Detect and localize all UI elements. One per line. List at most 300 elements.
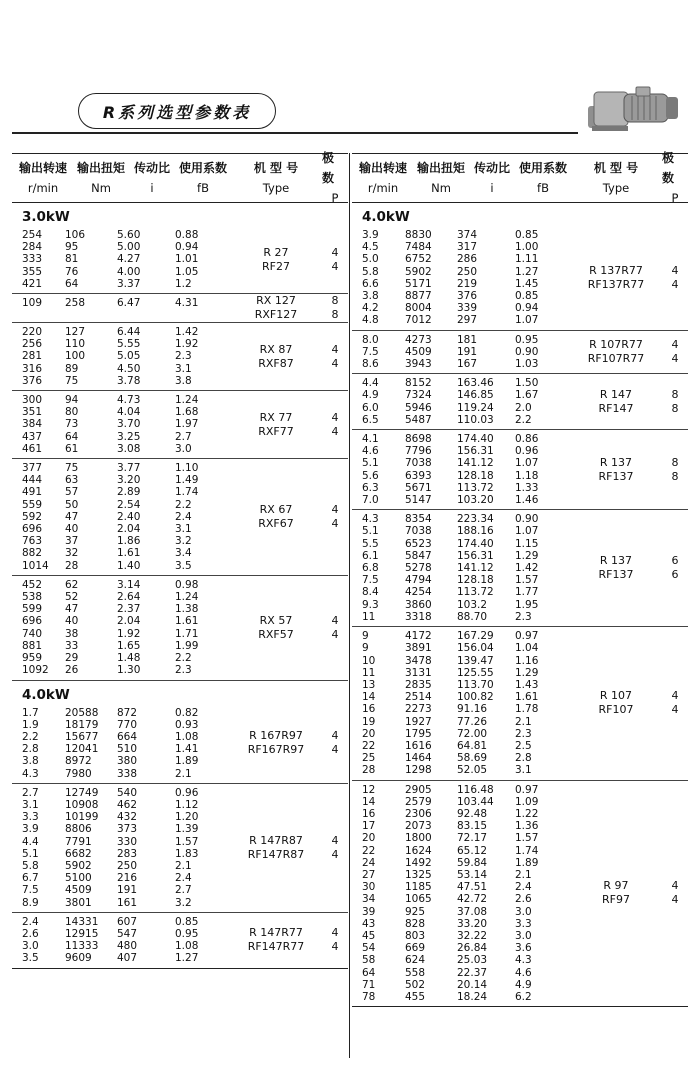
model-type-line (230, 729, 348, 743)
table-row (12, 350, 230, 362)
model-type-cell (230, 704, 348, 783)
pole-count: 4 (331, 940, 339, 954)
ratio: 330 (117, 835, 138, 848)
ratio: 92.48 (457, 807, 488, 820)
header-label: 极 数 (662, 151, 675, 185)
output-torque: 6393 (405, 469, 432, 482)
table-row (352, 550, 570, 562)
table-row (352, 630, 570, 642)
output-torque: 12749 (65, 786, 99, 799)
table-row (352, 402, 570, 414)
pole-count: 8 (671, 387, 679, 401)
output-speed: 7.5 (362, 345, 379, 358)
spec-rows (12, 576, 230, 680)
service-factor: 1.38 (175, 603, 199, 616)
header-cell (570, 154, 662, 202)
model-type-line (570, 703, 688, 717)
output-speed: 5.8 (362, 265, 379, 278)
ratio: 283 (117, 847, 138, 860)
service-factor: 1.18 (515, 469, 539, 482)
model-group (352, 331, 688, 375)
pole-count: 4 (671, 689, 679, 703)
ratio: 5.05 (117, 350, 141, 363)
service-factor: 3.4 (175, 547, 192, 560)
service-factor: 0.85 (175, 915, 199, 928)
table-row (352, 433, 570, 445)
pole-count: 4 (331, 410, 339, 424)
output-speed: 254 (22, 229, 43, 241)
output-torque: 57 (65, 486, 79, 499)
model-type-line (230, 926, 348, 940)
table-row (12, 884, 230, 896)
table-row (352, 679, 570, 691)
model-type-line (230, 260, 348, 274)
ratio: 128.18 (457, 574, 494, 587)
model-group (12, 784, 348, 913)
table-row (352, 358, 570, 370)
ratio: 156.31 (457, 549, 494, 562)
output-speed: 17 (362, 820, 376, 833)
service-factor: 2.2 (175, 652, 192, 665)
model-type-line (570, 278, 688, 292)
output-speed: 882 (22, 547, 43, 560)
output-speed: 377 (22, 462, 43, 475)
pole-count: 4 (331, 356, 339, 370)
table-row (12, 229, 230, 241)
table-row (12, 664, 230, 676)
table-row (352, 513, 570, 525)
model-type-list (570, 879, 688, 907)
service-factor: 0.95 (175, 927, 199, 940)
column-divider (349, 153, 350, 1058)
output-torque: 38 (65, 627, 79, 640)
output-speed: 7.0 (362, 494, 379, 507)
output-torque: 7324 (405, 389, 432, 402)
service-factor: 2.3 (515, 610, 532, 623)
output-torque: 502 (405, 978, 426, 991)
service-factor: 3.1 (175, 523, 192, 536)
model-type-line (570, 689, 688, 703)
model-type: RF137 (598, 469, 634, 483)
output-speed: 8.9 (22, 896, 39, 909)
service-factor: 1.29 (515, 666, 539, 679)
header-label: 输出转速 (358, 161, 407, 175)
model-type-cell (570, 510, 688, 626)
table-row (352, 832, 570, 844)
pole-count: 8 (671, 469, 679, 483)
model-type-cell (230, 323, 348, 390)
service-factor: 2.0 (515, 401, 532, 414)
output-torque: 1298 (405, 764, 432, 777)
output-torque: 26 (65, 664, 79, 677)
model-type: RXF67 (258, 516, 294, 530)
table-row (12, 628, 230, 640)
output-speed: 220 (22, 326, 43, 339)
service-factor: 1.24 (175, 394, 199, 407)
ratio: 1.30 (117, 664, 141, 677)
model-type: RF27 (262, 259, 290, 273)
output-torque: 1464 (405, 752, 432, 765)
service-factor: 0.90 (515, 345, 539, 358)
output-torque: 3131 (405, 666, 432, 679)
output-speed: 256 (22, 338, 43, 351)
table-row (352, 278, 570, 290)
output-torque: 1927 (405, 715, 432, 728)
table-row (352, 642, 570, 654)
output-torque: 1616 (405, 739, 432, 752)
output-speed: 20 (362, 727, 376, 740)
model-type: RXF87 (258, 356, 294, 370)
service-factor: 1.78 (515, 703, 539, 716)
power-rating: 4.0kW (22, 686, 70, 703)
model-type-list (570, 264, 688, 292)
output-torque: 32 (65, 547, 79, 560)
model-type-line (570, 879, 688, 893)
model-group (12, 459, 348, 576)
table-row (352, 716, 570, 728)
output-torque: 63 (65, 474, 79, 487)
service-factor: 1.77 (515, 586, 539, 599)
service-factor: 3.1 (175, 362, 192, 375)
service-factor: 0.95 (515, 333, 539, 346)
table-row (12, 241, 230, 253)
pole-count: 8 (331, 294, 339, 308)
output-speed: 1.9 (22, 718, 39, 731)
output-speed: 2.7 (22, 786, 39, 799)
spec-rows (12, 704, 230, 783)
output-torque: 2273 (405, 703, 432, 716)
model-type-list (230, 503, 348, 531)
output-torque: 258 (65, 297, 86, 310)
ratio: 317 (457, 241, 478, 254)
ratio: 462 (117, 798, 138, 811)
model-type-cell (570, 781, 688, 1007)
model-type-list (570, 554, 688, 582)
header-unit: fB (537, 181, 549, 195)
output-torque: 1800 (405, 832, 432, 845)
table-row (12, 462, 230, 474)
ratio: 22.37 (457, 966, 488, 979)
model-type-list (230, 834, 348, 862)
power-rating: 3.0kW (22, 209, 70, 225)
output-torque: 89 (65, 362, 79, 375)
output-torque: 64 (65, 430, 79, 443)
model-type-cell (230, 576, 348, 680)
output-speed: 30 (362, 881, 376, 894)
output-speed: 333 (22, 253, 43, 266)
header-cell (230, 154, 322, 202)
table-row (352, 241, 570, 253)
model-group (352, 781, 688, 1007)
table-row (12, 928, 230, 940)
service-factor: 0.90 (515, 513, 539, 526)
table-row (352, 482, 570, 494)
output-speed: 4.8 (362, 314, 379, 327)
model-group (352, 627, 688, 780)
output-speed: 300 (22, 394, 43, 407)
ratio: 2.37 (117, 603, 141, 616)
table-row (12, 640, 230, 652)
table-row (12, 547, 230, 559)
service-factor: 3.3 (515, 917, 532, 930)
table-row (12, 603, 230, 615)
ratio: 65.12 (457, 844, 488, 857)
service-factor: 2.1 (175, 859, 192, 872)
ratio: 1.48 (117, 652, 141, 665)
output-speed: 6.1 (362, 549, 379, 562)
spec-rows (352, 627, 570, 779)
service-factor: 4.6 (515, 966, 532, 979)
output-speed: 20 (362, 832, 376, 845)
service-factor: 1.07 (515, 457, 539, 470)
model-type: RX 127 (256, 294, 296, 308)
service-factor: 1.10 (175, 462, 199, 475)
service-factor: 3.5 (175, 559, 192, 572)
model-group (12, 226, 348, 294)
output-torque: 18179 (65, 718, 99, 731)
model-type-cell (230, 226, 348, 293)
table-row (12, 591, 230, 603)
output-speed: 8.6 (362, 358, 379, 371)
output-torque: 803 (405, 929, 426, 942)
table-row (12, 418, 230, 430)
output-torque: 1325 (405, 868, 432, 881)
model-type: RXF57 (258, 627, 294, 641)
ratio: 91.16 (457, 703, 488, 716)
table-row (12, 486, 230, 498)
output-speed: 2.8 (22, 743, 39, 756)
output-speed: 6.6 (362, 277, 379, 290)
table-row (12, 707, 230, 719)
table-row (12, 253, 230, 265)
pole-count: 4 (671, 893, 679, 907)
output-speed: 4.6 (362, 445, 379, 458)
service-factor: 1.97 (175, 418, 199, 431)
pole-count: 4 (331, 516, 339, 530)
service-factor: 2.1 (175, 767, 192, 780)
output-speed: 27 (362, 868, 376, 881)
ratio: 2.54 (117, 498, 141, 511)
output-torque: 4254 (405, 586, 432, 599)
output-torque: 100 (65, 350, 86, 363)
ratio: 4.27 (117, 253, 141, 266)
spec-rows (352, 226, 570, 330)
pole-count: 4 (331, 502, 339, 516)
output-torque: 5171 (405, 277, 432, 290)
header-cell (322, 151, 348, 205)
service-factor: 1.12 (175, 798, 199, 811)
service-factor: 3.2 (175, 896, 192, 909)
output-torque: 8806 (65, 823, 92, 836)
model-type-line (570, 352, 688, 366)
header-unit: Type (262, 181, 290, 195)
model-type-list (570, 456, 688, 484)
ratio: 770 (117, 718, 138, 731)
model-type-cell (570, 331, 688, 374)
model-type-cell (230, 459, 348, 575)
service-factor: 3.0 (515, 905, 532, 918)
ratio: 77.26 (457, 715, 488, 728)
ratio: 26.84 (457, 942, 488, 955)
output-torque: 7484 (405, 241, 432, 254)
ratio: 18.24 (457, 990, 488, 1003)
ratio: 6.47 (117, 297, 141, 310)
table-row (12, 511, 230, 523)
output-torque: 7012 (405, 314, 432, 327)
output-speed: 444 (22, 474, 43, 487)
service-factor: 1.99 (175, 639, 199, 652)
ratio: 4.04 (117, 406, 141, 419)
service-factor: 1.42 (515, 562, 539, 575)
ratio: 547 (117, 927, 138, 940)
table-row (12, 560, 230, 572)
output-speed: 5.8 (22, 859, 39, 872)
spec-rows (12, 294, 230, 322)
pole-count: 4 (671, 337, 679, 351)
header-unit: i (150, 181, 154, 195)
output-torque: 2579 (405, 795, 432, 808)
output-torque: 75 (65, 462, 79, 475)
pole-count: 4 (331, 926, 339, 940)
output-speed: 559 (22, 498, 43, 511)
model-type-cell (570, 226, 688, 330)
header-cell (128, 154, 176, 202)
spec-rows (12, 784, 230, 912)
service-factor: 1.2 (175, 277, 192, 290)
pole-count: 8 (671, 455, 679, 469)
ratio: 52.05 (457, 764, 488, 777)
output-torque: 2306 (405, 807, 432, 820)
output-torque: 47 (65, 510, 79, 523)
ratio: 191 (457, 345, 478, 358)
table-row (352, 881, 570, 893)
model-type-list (230, 343, 348, 371)
output-torque: 1492 (405, 856, 432, 869)
model-group (12, 704, 348, 784)
table-row (12, 406, 230, 418)
pole-count: 4 (671, 351, 679, 365)
pole-count: 4 (331, 342, 339, 356)
model-type-cell (230, 294, 348, 322)
right-table (352, 153, 688, 1007)
output-speed: 3.1 (22, 798, 39, 811)
table-row (352, 389, 570, 401)
service-factor: 1.92 (175, 338, 199, 351)
output-speed: 763 (22, 535, 43, 548)
model-type-list (230, 294, 348, 322)
ratio: 119.24 (457, 401, 494, 414)
output-torque: 4794 (405, 574, 432, 587)
ratio: 1.92 (117, 627, 141, 640)
header-unit: Nm (91, 181, 111, 195)
output-speed: 1014 (22, 559, 49, 572)
service-factor: 3.8 (175, 374, 192, 387)
ratio: 664 (117, 730, 138, 743)
output-torque: 10199 (65, 811, 99, 824)
ratio: 286 (457, 253, 478, 266)
output-torque: 8830 (405, 229, 432, 241)
table-row (352, 764, 570, 776)
header-cell (414, 154, 468, 202)
output-torque: 40 (65, 615, 79, 628)
service-factor: 1.61 (515, 691, 539, 704)
service-factor: 1.08 (175, 940, 199, 953)
service-factor: 1.45 (515, 277, 539, 290)
ratio: 72.17 (457, 832, 488, 845)
service-factor: 1.04 (515, 642, 539, 655)
ratio: 2.04 (117, 523, 141, 536)
output-torque: 4509 (405, 345, 432, 358)
service-factor: 3.2 (175, 535, 192, 548)
model-type-line (230, 294, 348, 308)
table-row (12, 266, 230, 278)
ratio: 3.37 (117, 277, 141, 290)
model-group (352, 510, 688, 627)
output-torque: 8698 (405, 433, 432, 446)
output-torque: 7038 (405, 457, 432, 470)
service-factor: 1.16 (515, 654, 539, 667)
ratio: 223.34 (457, 513, 494, 526)
model-type-line (570, 402, 688, 416)
table-row (352, 655, 570, 667)
spec-rows (12, 913, 230, 968)
model-type: RF107R77 (587, 351, 645, 365)
ratio: 32.22 (457, 929, 488, 942)
header-cell (662, 151, 688, 205)
ratio: 58.69 (457, 752, 488, 765)
model-type-cell (230, 913, 348, 968)
header-label: 机 型 号 (253, 161, 299, 175)
output-torque: 4273 (405, 333, 432, 346)
header-unit: i (490, 181, 494, 195)
table-row (12, 499, 230, 511)
model-type-line (230, 628, 348, 642)
table-row (352, 954, 570, 966)
table-row (352, 918, 570, 930)
service-factor: 2.8 (515, 752, 532, 765)
output-torque: 5946 (405, 401, 432, 414)
model-group (12, 323, 348, 391)
table-row (352, 599, 570, 611)
output-torque: 4509 (65, 884, 92, 897)
ratio: 103.20 (457, 494, 494, 507)
output-speed: 6.8 (362, 562, 379, 575)
output-torque: 1624 (405, 844, 432, 857)
output-speed: 1092 (22, 664, 49, 677)
service-factor: 1.09 (515, 795, 539, 808)
output-speed: 45 (362, 929, 376, 942)
header-unit: Type (602, 181, 630, 195)
header-cell (12, 154, 74, 202)
table-row (352, 808, 570, 820)
header-label: 输出扭矩 (76, 161, 125, 175)
model-type-list (230, 246, 348, 274)
table-row (352, 845, 570, 857)
service-factor: 2.4 (175, 510, 192, 523)
model-type-line (230, 614, 348, 628)
output-torque: 20588 (65, 706, 99, 719)
service-factor: 1.36 (515, 820, 539, 833)
output-torque: 3860 (405, 598, 432, 611)
service-factor: 1.42 (175, 326, 199, 339)
output-torque: 52 (65, 591, 79, 604)
output-speed: 39 (362, 905, 376, 918)
model-type-line (570, 388, 688, 402)
ratio: 25.03 (457, 954, 488, 967)
table-row (12, 394, 230, 406)
service-factor: 0.96 (515, 445, 539, 458)
table-row (352, 334, 570, 346)
